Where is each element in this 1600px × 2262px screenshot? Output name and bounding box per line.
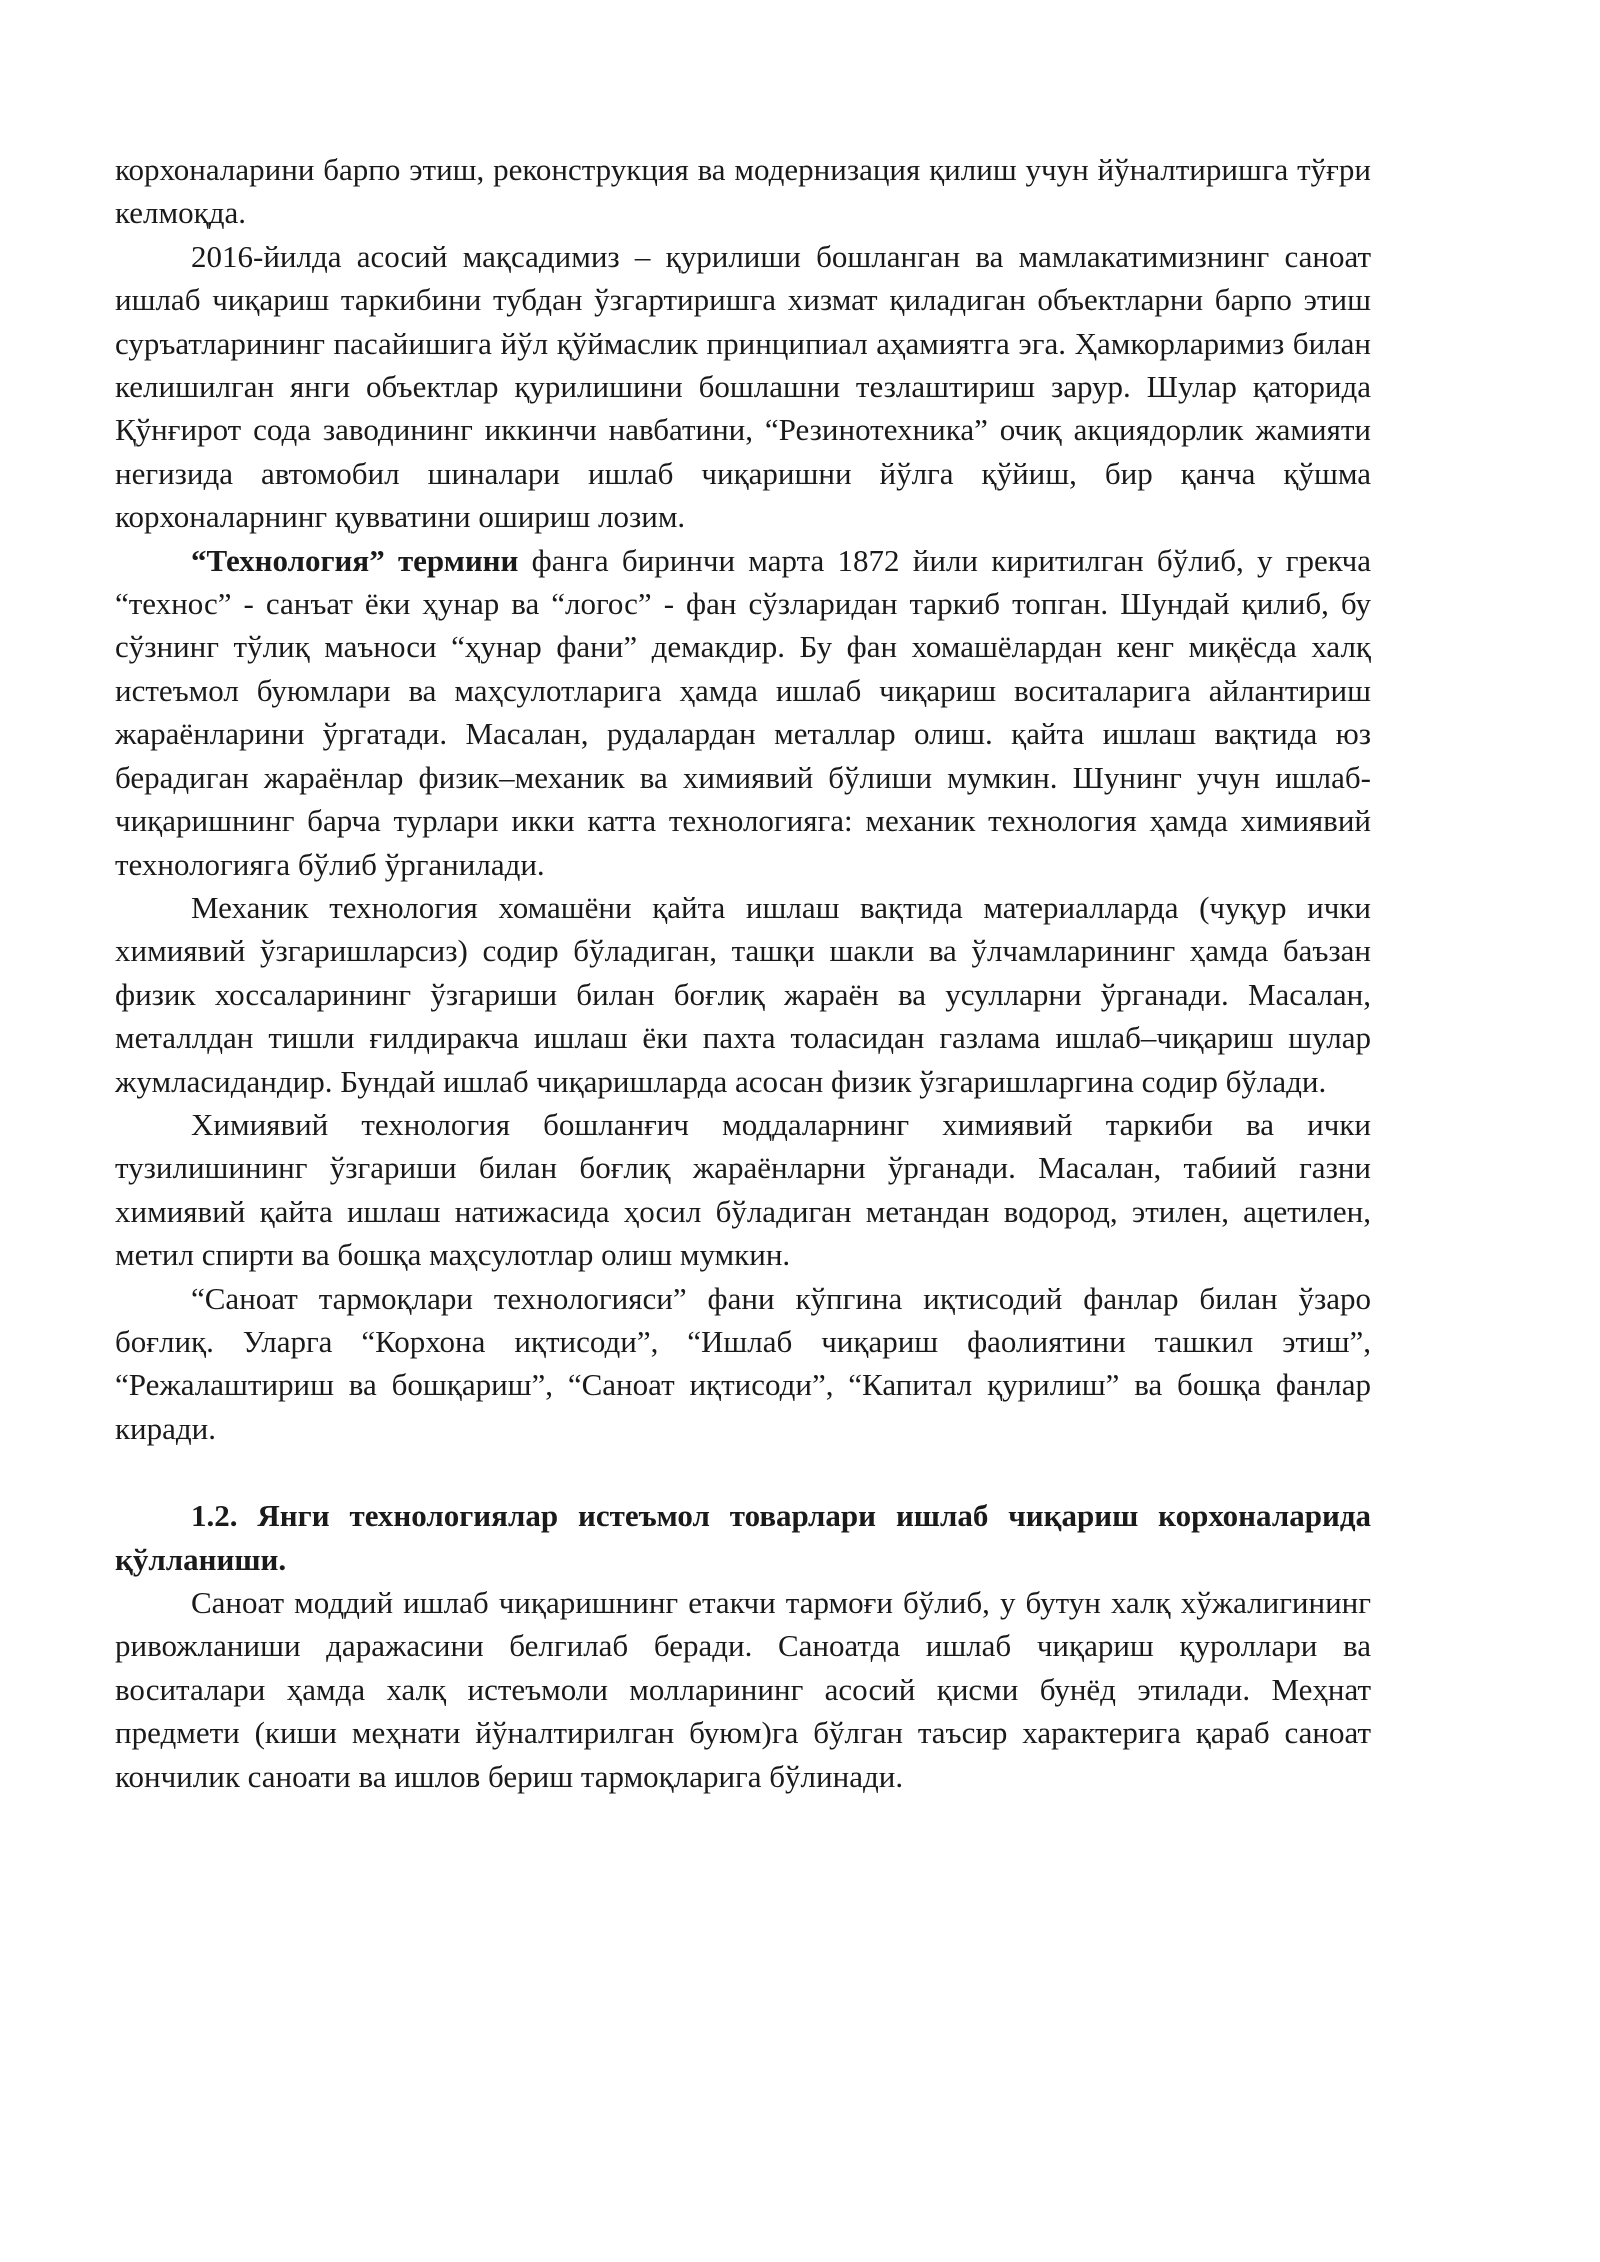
section-heading: 1.2. Янги технологиялар истеъмол товарлари ишлаб чиқариш корхоналарида қўлланиши. <box>115 1498 1371 1577</box>
paragraph-industry: Саноат моддий ишлаб чиқаришнинг етакчи тармоғи бўлиб, у бутун халқ хўжалигининг ривожланиши даражасини белгилаб беради. Саноатда ишлаб чиқариш қуроллари ва воситалари ҳамда халқ истеъмоли молларининг асосий қисми бунёд этилади. Меҳнат предмети (киши меҳнати йўналтирилган буюм)га бўлган таъсир характерига қараб саноат кончилик саноати ва ишлов бериш тармоқларига бўлинади. <box>115 1585 1371 1794</box>
paragraph-2016-goals: 2016-йилда асосий мақсадимиз – қурилиши бошланган ва мамлакатимизнинг саноат ишлаб чиқариш таркибини тубдан ўзгартиришга хизмат қиладиган объектларни барпо этиш суръатларининг пасайишига йўл қўймаслик принципиал аҳамиятга эга. Ҳамкорларимиз билан келишилган янги объектлар қурилишини бошлашни тезлаштириш зарур. Шулар қаторида Қўнғирот сода заводининг иккинчи навбатини, “Резинотехника” очиқ акциядорлик жамияти негизида автомобил шиналари ишлаб чиқаришни йўлга қўйиш, бир қанча қўшма корхоналарнинг қувватини ошириш лозим. <box>115 238 1371 535</box>
paragraph-related-subjects: “Саноат тармоқлари технологияси” фани кўпгина иқтисодий фанлар билан ўзаро боғлиқ. Уларга “Корхона иқтисоди”, “Ишлаб чиқариш фаолиятини ташкил этиш”, “Режалаштириш ва бошқариш”, “Саноат иқтисоди”, “Капитал қурилиш” ва бошқа фанлар киради. <box>115 1280 1371 1446</box>
paragraph-text: фанга биринчи марта 1872 йили киритилган бўлиб, у грекча “технос” - санъат ёки ҳунар ва “логос” - фан сўзларидан таркиб топган. Шундай қилиб, бу сўзнинг тўлиқ маъноси “ҳунар фани” демакдир. Бу фан хомашёлардан кенг миқёсда халқ истеъмол буюмлари ва маҳсулотларига ҳамда ишлаб чиқариш воситаларига айлантириш жараёнларини ўргатади. Масалан, рудалардан металлар олиш. қайта ишлаш вақтида юз берадиган жараёнлар физик–механик ва химиявий бўлиши мумкин. Шунинг учун ишлаб-чиқаришнинг барча турлари икки катта технологияга: механик технология ҳамда химиявий технологияга бўлиб ўрганилади. <box>115 542 1371 882</box>
bold-term: “Технология” термини <box>191 542 519 578</box>
paragraph-mechanical-technology: Механик технология хомашёни қайта ишлаш вақтида материалларда (чуқур ички химиявий ўзгаришларсиз) содир бўладиган, ташқи шакли ва ўлчамларининг ҳамда баъзан физик хоссаларининг ўзгариши билан боғлиқ жараён ва усулларни ўрганади. Масалан, металлдан тишли ғилдиракча ишлаш ёки пахта толасидан газлама ишлаб–чиқариш шулар жумласидандир. Бундай ишлаб чиқаришларда асосан физик ўзгаришларгина содир бўлади. <box>115 889 1371 1099</box>
paragraph-technology-term <box>115 539 1371 886</box>
document-page <box>115 148 1371 1798</box>
paragraph-chemical-technology: Химиявий технология бошланғич моддаларнинг химиявий таркиби ва ички тузилишининг ўзгариши билан боғлиқ жараёнларни ўрганади. Масалан, табиий газни химиявий қайта ишлаш натижасида ҳосил бўладиган метандан водород, этилен, ацетилен, метил спирти ва бошқа маҳсулотлар олиш мумкин. <box>115 1106 1371 1273</box>
paragraph-continuation: корхоналарини барпо этиш, реконструкция ва модернизация қилиш учун йўналтиришга тўғри келмоқда. <box>115 152 1371 231</box>
